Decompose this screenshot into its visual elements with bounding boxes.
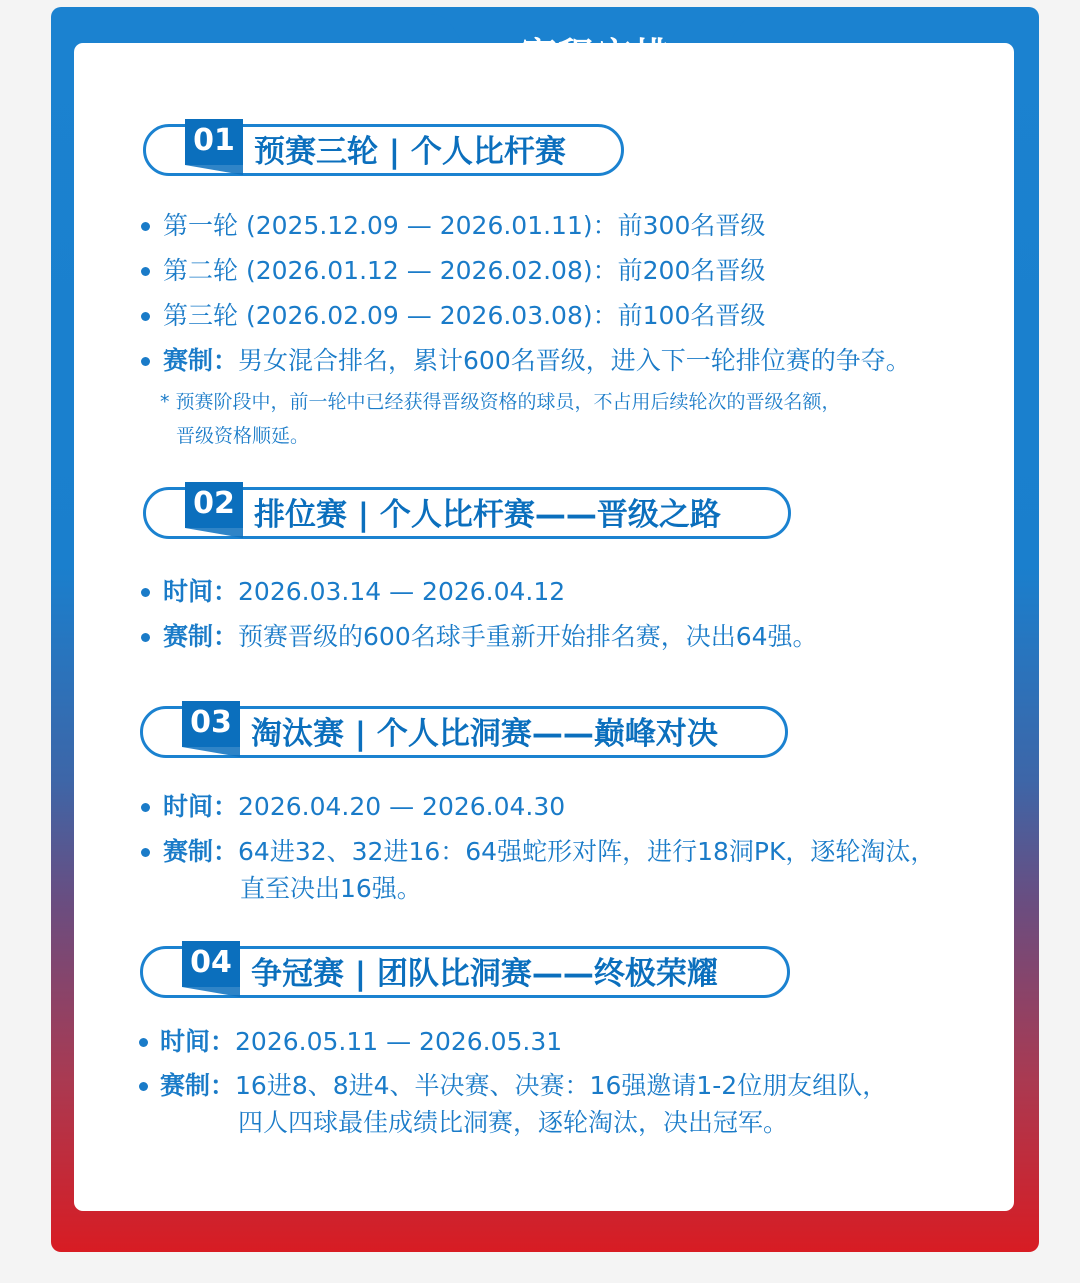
bullet-icon (141, 222, 150, 231)
bullet-icon (141, 312, 150, 321)
item-value: 预赛晋级的600名球手重新开始排名赛，决出64强。 (238, 622, 818, 651)
bullet-icon (139, 1038, 148, 1047)
section-number: 02 (193, 486, 235, 521)
list-item (160, 1068, 887, 1104)
item-value: 2026.03.14 — 2026.04.12 (238, 577, 566, 606)
item-value: 2026.05.11 — 2026.05.31 (235, 1027, 563, 1056)
item-key: 时间： (163, 792, 239, 821)
section-number-badge (182, 701, 240, 747)
bullet-icon (141, 267, 150, 276)
item-text: 第一轮 (2025.12.09 — 2026.01.11)：前300名晋级 (163, 211, 766, 240)
section-header-01 (143, 124, 624, 176)
item-key: 赛制： (163, 622, 239, 651)
item-value: 64进32、32进16：64强蛇形对阵，进行18洞PK，逐轮淘汰， (238, 837, 936, 866)
item-text: 第三轮 (2026.02.09 — 2026.03.08)：前100名晋级 (163, 301, 766, 330)
bullet-icon (141, 803, 150, 812)
footnote: * 预赛阶段中，前一轮中已经获得晋级资格的球员，不占用后续轮次的晋级名额， (160, 391, 841, 413)
section-number-badge (182, 941, 240, 987)
bullet-icon (141, 848, 150, 857)
badge-fold (182, 987, 240, 997)
list-item (163, 834, 935, 870)
item-key: 时间： (163, 577, 239, 606)
section-title: 预赛三轮 | 个人比杆赛 (254, 134, 566, 170)
section-number: 03 (190, 705, 232, 740)
item-value: 2026.04.20 — 2026.04.30 (238, 792, 566, 821)
bullet-icon (141, 588, 150, 597)
section-title: 淘汰赛 | 个人比洞赛——巅峰对决 (251, 716, 718, 752)
section-number: 01 (193, 123, 235, 158)
item-value: 16进8、8进4、半决赛、决赛：16强邀请1-2位朋友组队， (235, 1071, 888, 1100)
badge-fold (182, 747, 240, 757)
section-title: 争冠赛 | 团队比洞赛——终极荣耀 (251, 956, 718, 992)
badge-fold (185, 528, 243, 538)
section-number-badge (185, 119, 243, 165)
bullet-icon (141, 633, 150, 642)
item-key: 赛制： (163, 346, 239, 375)
list-item-continuation: 四人四球最佳成绩比洞赛，逐轮淘汰，决出冠军。 (238, 1108, 789, 1137)
section-header-04 (140, 946, 790, 998)
list-item (160, 1024, 562, 1060)
section-number: 04 (190, 945, 232, 980)
item-key: 时间： (160, 1027, 236, 1056)
list-item (163, 208, 765, 244)
item-key: 赛制： (160, 1071, 236, 1100)
list-item (163, 789, 565, 825)
item-value: 男女混合排名，累计600名晋级，进入下一轮排位赛的争夺。 (238, 346, 911, 375)
section-header-03 (140, 706, 788, 758)
item-key: 赛制： (163, 837, 239, 866)
section-number-badge (185, 482, 243, 528)
list-item-continuation: 直至决出16强。 (240, 874, 422, 903)
item-text: 第二轮 (2026.01.12 — 2026.02.08)：前200名晋级 (163, 256, 766, 285)
list-item (163, 298, 765, 334)
list-item (163, 343, 911, 379)
list-item (163, 619, 818, 655)
bullet-icon (141, 357, 150, 366)
list-item (163, 574, 565, 610)
bullet-icon (139, 1082, 148, 1091)
footnote: 晋级资格顺延。 (176, 425, 310, 447)
list-item (163, 253, 765, 289)
schedule-panel (74, 43, 1014, 1211)
section-title: 排位赛 | 个人比杆赛——晋级之路 (254, 497, 721, 533)
section-header-02 (143, 487, 791, 539)
badge-fold (185, 165, 243, 175)
